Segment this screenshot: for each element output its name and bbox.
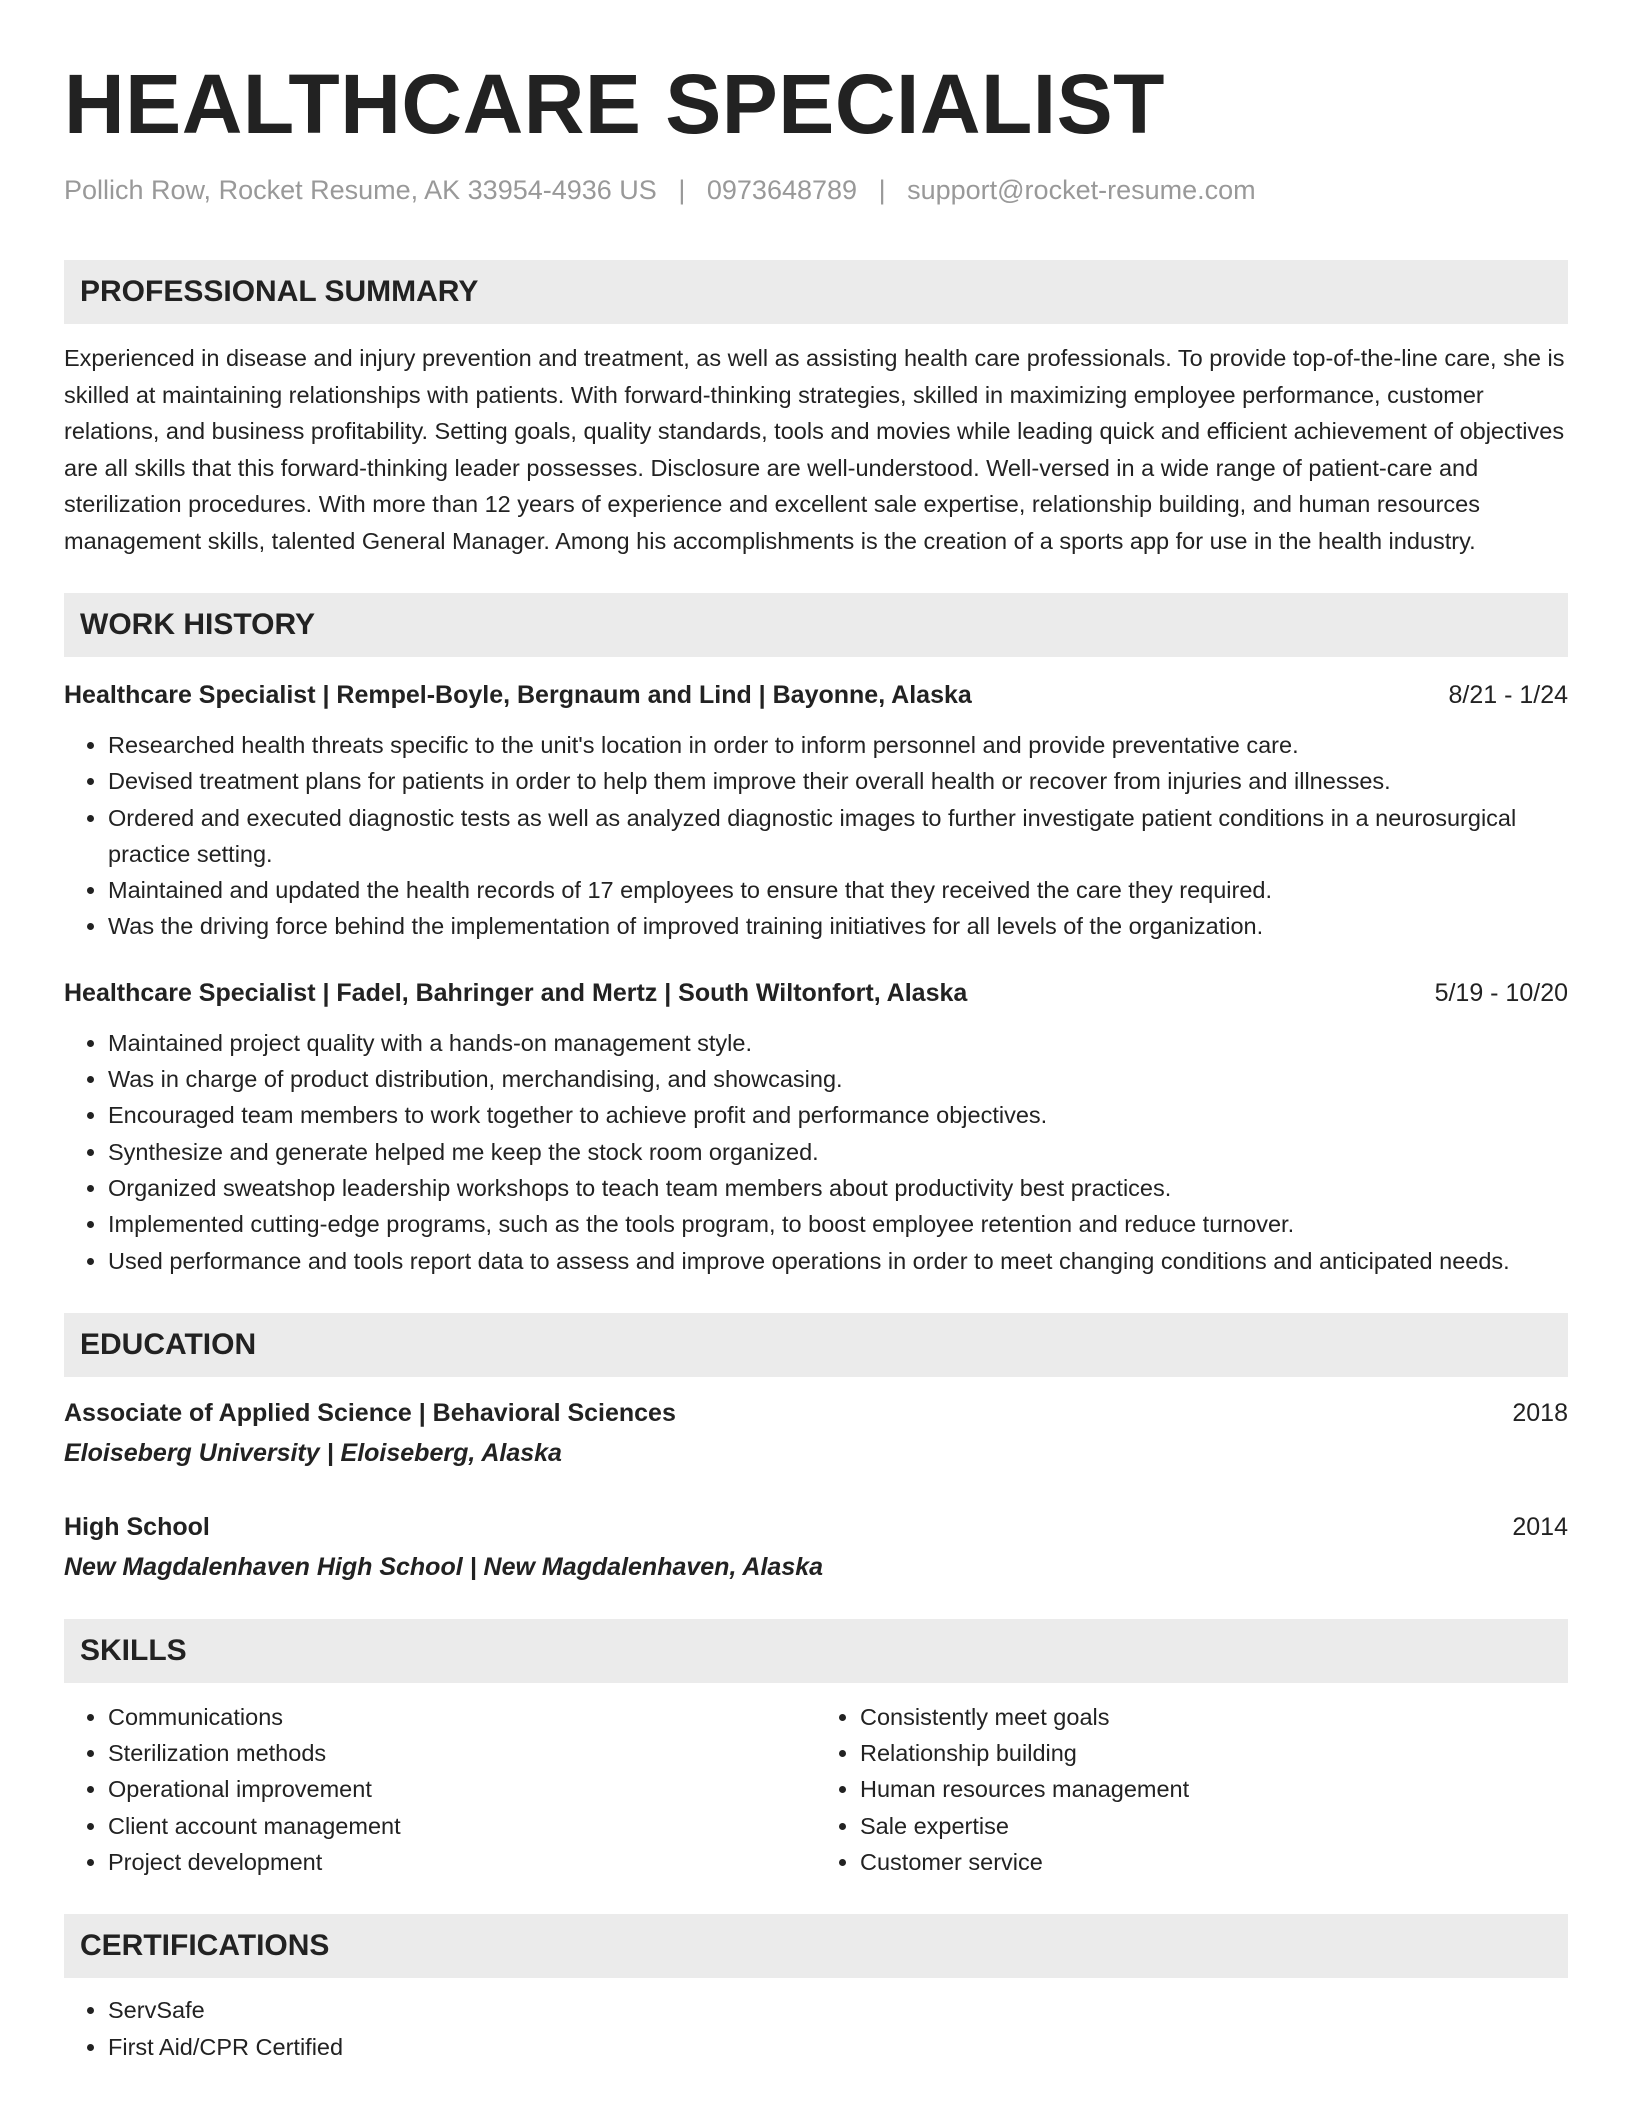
skill-item: • Consistently meet goals: [860, 1699, 1568, 1735]
skill-item: • Relationship building: [860, 1735, 1568, 1771]
section-heading-summary: PROFESSIONAL SUMMARY: [64, 260, 1568, 324]
job-header: [64, 975, 1568, 1011]
education-year: 2014: [1512, 1512, 1568, 1541]
education-degree: High School: [64, 1512, 210, 1541]
job-dates: 8/21 - 1/24: [1448, 681, 1568, 709]
job-title: Healthcare Specialist | Fadel, Bahringer and Mertz | South Wiltonfort, Alaska: [64, 978, 968, 1007]
job-bullet: • Maintained project quality with a hands-on management style.: [108, 1025, 1568, 1061]
education-entry: [64, 1395, 1568, 1471]
education-degree: Associate of Applied Science | Behavioral Sciences: [64, 1398, 676, 1427]
skills-list: [64, 1699, 1568, 1880]
job-header: [64, 677, 1568, 713]
job-bullet: • Researched health threats specific to the unit's location in order to inform personnel and provide preventative care.: [108, 727, 1568, 763]
skill-item: • Sale expertise: [860, 1808, 1568, 1844]
certification-item: • ServSafe: [108, 1992, 1568, 2028]
job-entry: [64, 975, 1568, 1279]
contact-line: [64, 172, 1568, 208]
skill-item: • Communications: [108, 1699, 816, 1735]
skills-column-left: [64, 1699, 816, 1880]
job-bullet: • Encouraged team members to work together to achieve profit and performance objectives.: [108, 1097, 1568, 1133]
certifications-list: [64, 1992, 1568, 2065]
skills-column-right: [816, 1699, 1568, 1880]
education-header: [64, 1395, 1568, 1431]
summary-text: Experienced in disease and injury prevention and treatment, as well as assisting health care professionals. To provide top-of-the-line care, she is skilled at maintaining relationships with patients. With forward-thinking strategies, skilled in maximizing employee performance, customer relations, and business profitability. Setting goals, quality standards, tools and movies while leading quick and efficient achievement of objectives are all skills that this forward-thinking leader possesses. Disclosure are well-understood. Well-versed in a wide range of patient-care and sterilization procedures. With more than 12 years of experience and excellent sale expertise, relationship building, and human resources management skills, talented General Manager. Among his accomplishments is the creation of a sports app for use in the health industry.: [64, 345, 1565, 554]
job-bullet: • Organized sweatshop leadership workshops to teach team members about productivity best practices.: [108, 1170, 1568, 1206]
education-entry: [64, 1509, 1568, 1585]
job-bullet: • Was in charge of product distribution, merchandising, and showcasing.: [108, 1061, 1568, 1097]
contact-email[interactable]: support@rocket-resume.com: [907, 175, 1256, 205]
skill-item: • Human resources management: [860, 1771, 1568, 1807]
skill-item: • Sterilization methods: [108, 1735, 816, 1771]
education-school: Eloiseberg University | Eloiseberg, Alaska: [64, 1438, 562, 1467]
contact-address: Pollich Row, Rocket Resume, AK 33954-4936 US: [64, 175, 657, 205]
job-bullet: • Devised treatment plans for patients in order to help them improve their overall health or recover from injuries and illnesses.: [108, 763, 1568, 799]
contact-phone: 0973648789: [706, 175, 858, 205]
education-school: New Magdalenhaven High School | New Magdalenhaven, Alaska: [64, 1552, 824, 1581]
section-heading-certifications: CERTIFICATIONS: [64, 1914, 1568, 1978]
contact-separator: |: [678, 175, 686, 205]
job-bullets: [64, 727, 1568, 945]
contact-separator: |: [878, 175, 886, 205]
skill-item: • Project development: [108, 1844, 816, 1880]
education-header: [64, 1509, 1568, 1545]
skill-item: • Customer service: [860, 1844, 1568, 1880]
job-bullet: • Ordered and executed diagnostic tests as well as analyzed diagnostic images to further investigate patient conditions in a neurosurgical practice setting.: [108, 800, 1568, 873]
education-year: 2018: [1512, 1398, 1568, 1427]
section-heading-skills: SKILLS: [64, 1619, 1568, 1683]
job-dates: 5/19 - 10/20: [1434, 978, 1568, 1007]
job-bullet: • Implemented cutting-edge programs, such as the tools program, to boost employee retention and reduce turnover.: [108, 1206, 1568, 1242]
skill-item: • Client account management: [108, 1808, 816, 1844]
section-heading-work-history: WORK HISTORY: [64, 593, 1568, 657]
skill-item: • Operational improvement: [108, 1771, 816, 1807]
job-bullet: • Used performance and tools report data to assess and improve operations in order to meet changing conditions and anticipated needs.: [108, 1243, 1568, 1279]
job-title: Healthcare Specialist | Rempel-Boyle, Bergnaum and Lind | Bayonne, Alaska: [64, 681, 972, 709]
section-heading-education: EDUCATION: [64, 1313, 1568, 1377]
certification-item: • First Aid/CPR Certified: [108, 2029, 1568, 2065]
job-entry: [64, 677, 1568, 945]
job-bullet: • Synthesize and generate helped me keep the stock room organized.: [108, 1134, 1568, 1170]
job-bullet: • Was the driving force behind the implementation of improved training initiatives for all levels of the organization.: [108, 908, 1568, 944]
job-bullet: • Maintained and updated the health records of 17 employees to ensure that they received the care they required.: [108, 872, 1568, 908]
job-bullets: [64, 1025, 1568, 1279]
candidate-name: HEALTHCARE SPECIALIST: [64, 57, 1165, 151]
